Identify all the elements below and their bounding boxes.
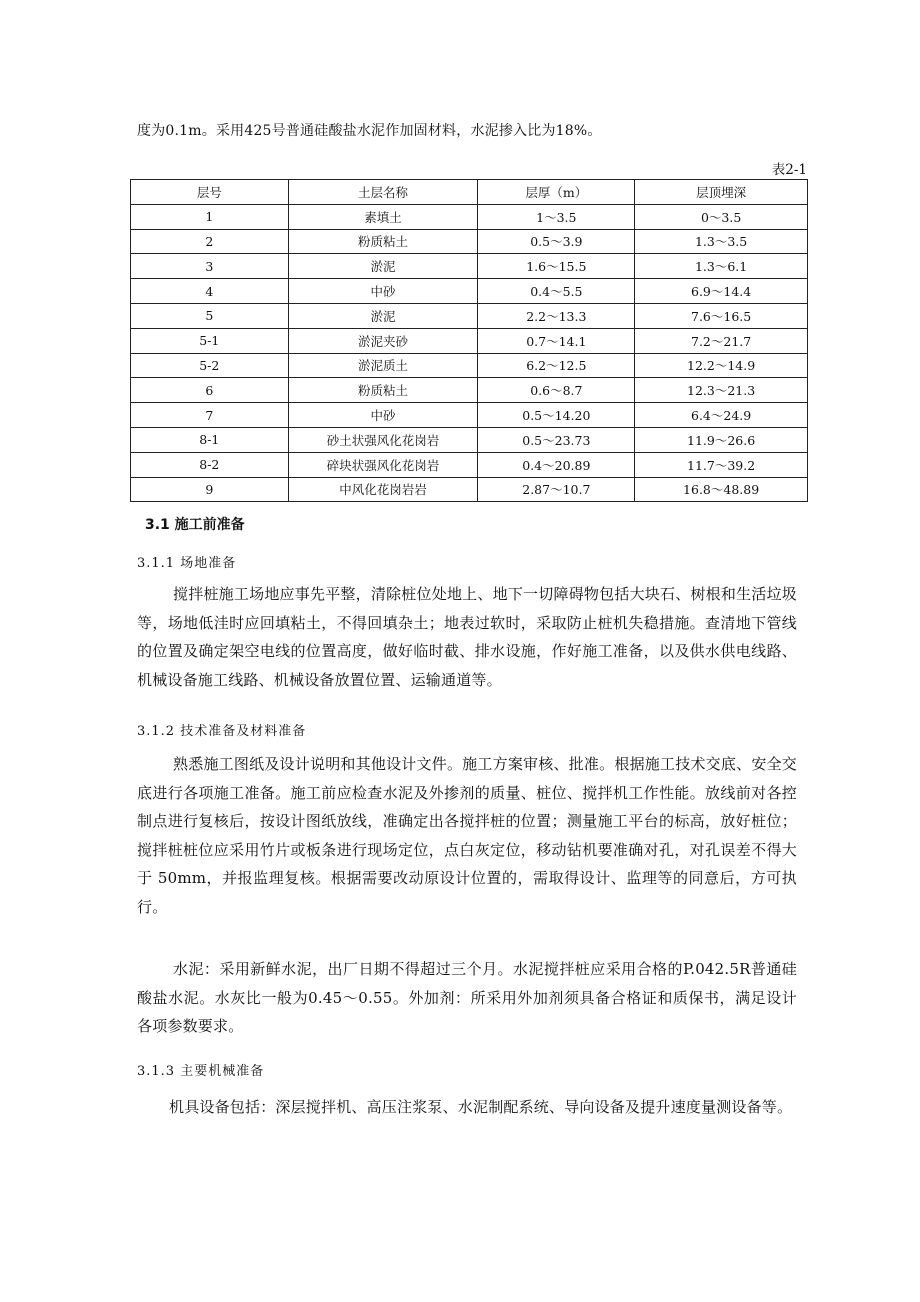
cell-layer-no: 2	[131, 229, 289, 254]
cell-layer-no: 5	[131, 303, 289, 328]
cell-top-depth: 7.2～21.7	[635, 328, 808, 353]
paragraph-machinery-preparation	[137, 1093, 797, 1122]
cell-thickness: 0.5～23.73	[478, 427, 635, 452]
cell-soil-name: 淤泥质土	[288, 353, 478, 378]
paragraph-text: 熟悉施工图纸及设计说明和其他设计文件。施工方案审核、批准。根据施工技术交底、安全交底进行各项施工准备。施工前应检查水泥及外掺剂的质量、桩位、搅拌机工作性能。放线前对各控制点进行复核后，按设计图纸放线，准确定出各搅拌桩的位置；测量施工平台的标高，放好桩位；搅拌桩桩位应采用竹片或板条进行现场定位，点白灰定位，移动钻机要准确对孔，对孔误差不得大于 50mm，并报监理复核。根据需要改动原设计位置的，需取得设计、监理等的同意后，方可执行。	[137, 755, 797, 916]
cell-soil-name: 粉质粘土	[288, 378, 478, 403]
cell-soil-name: 中风化花岗岩岩	[288, 477, 478, 502]
subsection-heading-3-1-3: 3.1.3 主要机械准备	[137, 1064, 265, 1079]
paragraph-text: 搅拌桩施工场地应事先平整，清除桩位处地上、地下一切障碍物包括大块石、树根和生活垃圾等，场地低洼时应回填粘土，不得回填杂土；地表过软时，采取防止桩机失稳措施。查清地下管线的位置及确定架空电线的位置高度，做好临时截、排水设施，作好施工准备，以及供水供电线路、机械设备施工线路、机械设备放置位置、运输通道等。	[137, 585, 797, 689]
cell-thickness: 2.2～13.3	[478, 303, 635, 328]
cell-layer-no: 9	[131, 477, 289, 502]
paragraph-site-preparation	[137, 580, 797, 694]
table-row	[131, 229, 808, 254]
cell-top-depth: 1.3～3.5	[635, 229, 808, 254]
cell-layer-no: 3	[131, 254, 289, 279]
table-row	[131, 328, 808, 353]
paragraph-technical-preparation	[137, 750, 797, 921]
table-row	[131, 427, 808, 452]
table-caption: 表2-1	[771, 162, 807, 178]
cell-thickness: 1～3.5	[478, 204, 635, 229]
intro-line: 度为0.1m。采用425号普通硅酸盐水泥作加固材料，水泥掺入比为18%。	[137, 123, 602, 139]
cell-layer-no: 1	[131, 204, 289, 229]
header-top-depth: 层顶埋深	[635, 180, 808, 205]
cell-thickness: 0.7～14.1	[478, 328, 635, 353]
header-soil-name: 土层名称	[288, 180, 478, 205]
header-layer-no: 层号	[131, 180, 289, 205]
table-row	[131, 452, 808, 477]
cell-thickness: 2.87～10.7	[478, 477, 635, 502]
cell-thickness: 1.6～15.5	[478, 254, 635, 279]
cell-soil-name: 中砂	[288, 279, 478, 304]
table-row	[131, 279, 808, 304]
table-row	[131, 254, 808, 279]
cell-layer-no: 5-2	[131, 353, 289, 378]
cell-top-depth: 16.8～48.89	[635, 477, 808, 502]
cell-layer-no: 6	[131, 378, 289, 403]
paragraph-text: 机具设备包括：深层搅拌机、高压注浆泵、水泥制配系统、导向设备及提升速度量测设备等。	[169, 1098, 793, 1116]
cell-layer-no: 8-2	[131, 452, 289, 477]
cell-thickness: 0.6～8.7	[478, 378, 635, 403]
cell-top-depth: 11.9～26.6	[635, 427, 808, 452]
table-header-row	[131, 180, 808, 205]
subsection-heading-3-1-1: 3.1.1 场地准备	[137, 556, 237, 571]
table-row	[131, 353, 808, 378]
cell-thickness: 0.4～5.5	[478, 279, 635, 304]
cell-soil-name: 砂土状强风化花岗岩	[288, 427, 478, 452]
table-row	[131, 378, 808, 403]
cell-thickness: 6.2～12.5	[478, 353, 635, 378]
cell-thickness: 0.5～3.9	[478, 229, 635, 254]
cell-top-depth: 12.2～14.9	[635, 353, 808, 378]
paragraph-material-preparation	[137, 955, 797, 1041]
header-thickness: 层厚（m）	[478, 180, 635, 205]
table-row	[131, 204, 808, 229]
cell-top-depth: 11.7～39.2	[635, 452, 808, 477]
cell-soil-name: 淤泥	[288, 303, 478, 328]
table-row	[131, 403, 808, 428]
cell-top-depth: 7.6～16.5	[635, 303, 808, 328]
cell-top-depth: 1.3～6.1	[635, 254, 808, 279]
cell-top-depth: 6.4～24.9	[635, 403, 808, 428]
table-row	[131, 477, 808, 502]
section-heading-3-1: 3.1 施工前准备	[145, 517, 245, 533]
cell-thickness: 0.5～14.20	[478, 403, 635, 428]
soil-layer-table	[130, 179, 808, 502]
cell-layer-no: 7	[131, 403, 289, 428]
paragraph-text: 水泥：采用新鲜水泥，出厂日期不得超过三个月。水泥搅拌桩应采用合格的P.042.5R普通硅酸盐水泥。水灰比一般为0.45～0.55。外加剂：所采用外加剂须具备合格证和质保书，满足设计各项参数要求。	[137, 960, 797, 1035]
subsection-heading-3-1-2: 3.1.2 技术准备及材料准备	[137, 724, 307, 739]
cell-thickness: 0.4～20.89	[478, 452, 635, 477]
cell-layer-no: 5-1	[131, 328, 289, 353]
cell-top-depth: 0～3.5	[635, 204, 808, 229]
cell-layer-no: 4	[131, 279, 289, 304]
cell-soil-name: 中砂	[288, 403, 478, 428]
cell-soil-name: 淤泥	[288, 254, 478, 279]
cell-top-depth: 12.3～21.3	[635, 378, 808, 403]
cell-soil-name: 碎块状强风化花岗岩	[288, 452, 478, 477]
cell-soil-name: 淤泥夹砂	[288, 328, 478, 353]
cell-soil-name: 粉质粘土	[288, 229, 478, 254]
cell-soil-name: 素填土	[288, 204, 478, 229]
cell-layer-no: 8-1	[131, 427, 289, 452]
cell-top-depth: 6.9～14.4	[635, 279, 808, 304]
table-row	[131, 303, 808, 328]
